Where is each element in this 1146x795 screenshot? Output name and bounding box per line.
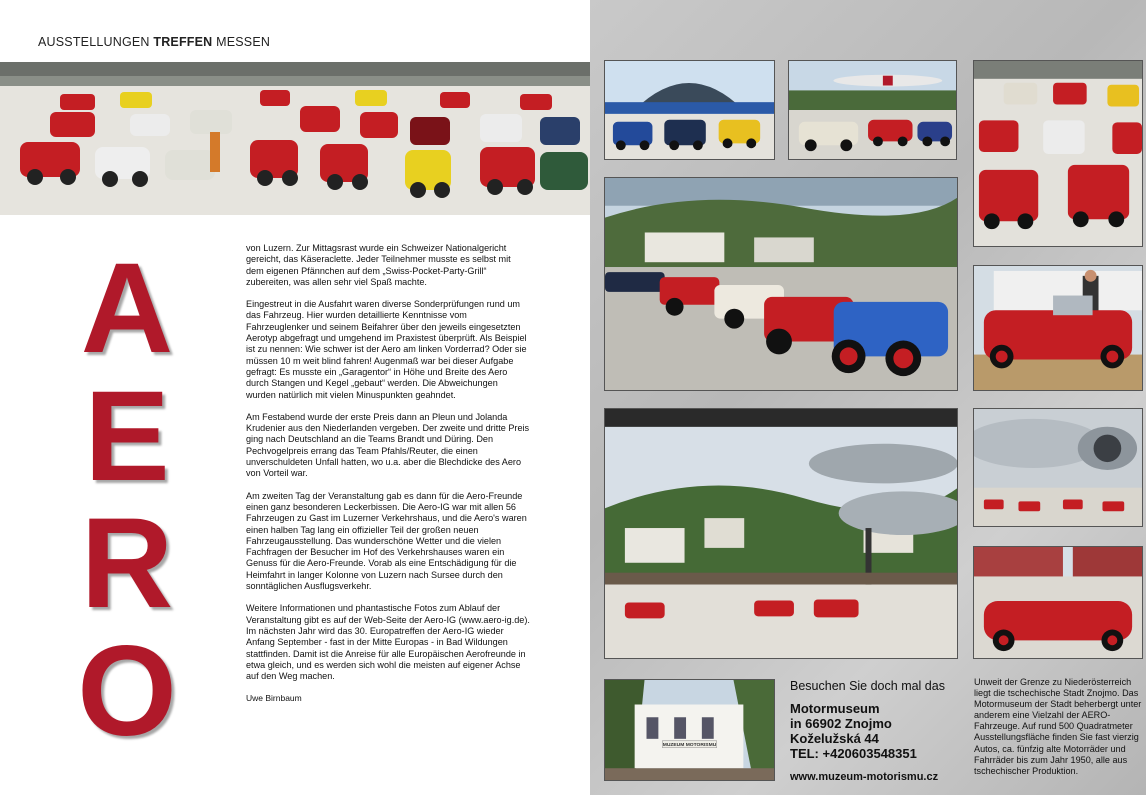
section-header	[38, 35, 270, 49]
museum-street: Koželužská 44	[790, 731, 879, 746]
article-paragraph: von Luzern. Zur Mittagsrast wurde ein Schweizer Nationalgericht gereicht, das Käseraclette. Jeder Teilnehmer musste es selbst mit dem eigenen Pfännchen auf dem „Swiss-Pocket-Party-Grill“ zubereiten, was allen sehr viel Spaß machte.	[246, 243, 511, 287]
article-paragraph: Eingestreut in die Ausfahrt waren diverse Sonderprüfungen rund um das Fahrzeug. Hier wurden detaillierte Kenntnisse vom Fahrzeuglenker und seinem Beifahrer über den jeweils eingesetzten Aerotyp abgefragt und umgehend im Praxistest überprüft. Als Beispiel ist zu nennen: Wie schwer ist der Aero am linken Vorderrad? Oder sie müssen 10 m weit blind fahren! Augenmaß war bei dieser Aufgabe gefragt: Es musste ein „Garagentor“ in Höhe und Breite des Aero durch Stangen und Kegel „gebaut“ werden. Die Abweichungen wurden natürlich mit vielen Minuspunkten geahndet.	[246, 299, 527, 400]
museum-phone: TEL: +420603548351	[790, 746, 917, 761]
article-paragraph: Am Festabend wurde der erste Preis dann an Pleun und Jolanda Krudenier aus den Niederlanden vergeben. Der zweite und dritte Preis ging nach Deutschland an die Teams Brandt und Düring. Den Pechvogelpreis errang das Team Pfahls/Reuter, die einen unverschuldeten Unfall hatten, wo u.a. aber die Blechdicke des Aero von Vorteil war.	[246, 411, 530, 479]
title-letter-o: O	[77, 620, 177, 763]
title-letter-a: A	[80, 237, 174, 380]
article-paragraph: Weitere Informationen und phantastische Fotos zum Ablauf der Veranstaltung gibt es auf der Web-Seite der Aero-IG (www.aero-ig.de). Im nächsten Jahr wird das 30. Europatreffen der Aero-IG wieder Anfang September - fast in der Mitte Europas - in Bad Wildungen stattfinden. Damit ist die Anreise für alle Europäischen Aerofreunde in etwa gleich, und es werden sich wohl die meisten auf eigener Achse auf den Weg machen.	[246, 603, 530, 682]
museum-visit-text: Besuchen Sie doch mal das	[790, 679, 945, 693]
article-body	[246, 243, 530, 705]
museum-building-sign: MUZEUM MOTORISMU	[662, 743, 717, 749]
museum-address	[790, 701, 917, 761]
banner-photo-cars	[0, 62, 590, 215]
museum-url[interactable]: www.muzeum-motorismu.cz	[790, 771, 939, 783]
photo-cars-lineup	[604, 177, 958, 391]
photo-airplane-roadster	[788, 60, 957, 160]
title-letter-r: R	[80, 492, 174, 635]
header-suffix: MESSEN	[216, 35, 271, 49]
photo-cars-rows	[973, 60, 1143, 247]
header-prefix: AUSSTELLUNGEN	[38, 35, 150, 49]
photo-cars-dome	[604, 60, 775, 160]
photo-museum-building	[604, 679, 775, 781]
museum-name: Motormuseum	[790, 701, 880, 716]
photo-red-roadster-people	[973, 265, 1143, 391]
article-paragraph: Am zweiten Tag der Veranstaltung gab es dann für die Aero-Freunde einen ganz besonderen Leckerbissen. Die Aero-IG war mit allen 56 Fahrzeugen zu Gast im Luzerner Verkehrshaus, und die Aero's waren einen halben Tag lang ein offizieller Teil der großen neuen Fahrzeugausstellung. Das wunderschöne Wetter und die vielen Fachfragen der Besucher im Hof des Verkehrshauses waren ein Genuss für die Aero-Freunde. Vorab als eine Entschädigung für die Heimfahrt in langer Kolonne von Luzern nach Sursee durch den sonntäglichen Ausflugsverkehr.	[246, 490, 527, 592]
title-letter-e: E	[84, 365, 170, 508]
museum-description: Unweit der Grenze zu Niederösterreich liegt die tschechische Stadt Znojmo. Das Motormuseum der Stadt beherbergt unter anderem eine Vielzahl der AERO-Fahrzeuge. Auf rund 500 Quadratmeter Ausstellungsfläche finden Sie fast vierzig Autos, ca. fünfzig alte Motorräder und Fahrräder bis zum Jahr 1950, alle aus tschechischer Produktion.	[974, 677, 1142, 776]
museum-city: in 66902 Znojmo	[790, 716, 892, 731]
header-highlight: TREFFEN	[153, 35, 213, 49]
article-author: Uwe Birnbaum	[246, 693, 302, 704]
photo-red-car-museum	[973, 546, 1143, 659]
photo-jet-engines	[973, 408, 1143, 527]
photo-museum-courtyard	[604, 408, 958, 659]
